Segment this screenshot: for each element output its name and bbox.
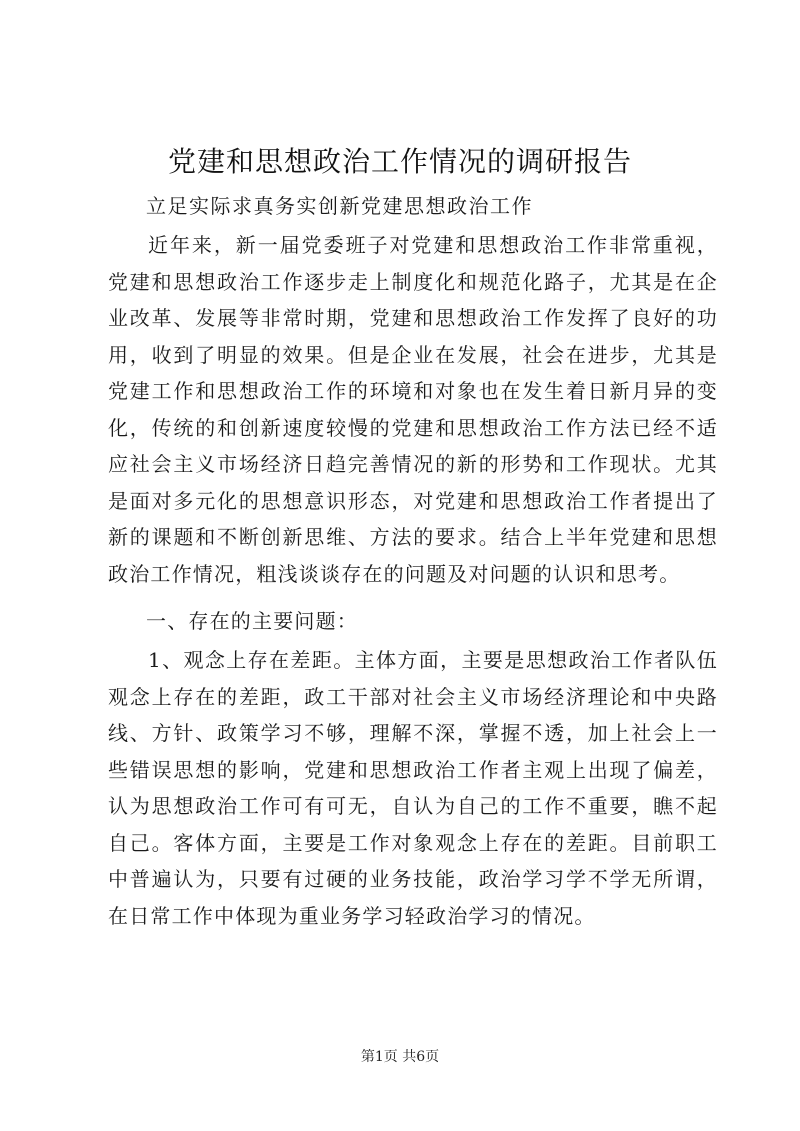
body-paragraph-intro: 近年来，新一届党委班子对党建和思想政治工作非常重视，党建和思想政治工作逐步走上制度化和规范化路子，尤其是在企业改革、发展等非常时期，党建和思想政治工作发挥了良好的功用，收到了明显的效果。但是企业在发展，社会在进步，尤其是党建工作和思想政治工作的环境和对象也在发生着日新月异的变化，传统的和创新速度较慢的党建和思想政治工作方法已经不适应社会主义市场经济日趋完善情况的新的形势和工作现状。尤其是面对多元化的思想意识形态，对党建和思想政治工作者提出了新的课题和不断创新思维、方法的要求。结合上半年党建和思想政治工作情况，粗浅谈谈存在的问题及对问题的认识和思考。	[108, 233, 718, 586]
document-subtitle: 立足实际求真务实创新党建思想政治工作	[146, 194, 533, 218]
body-paragraph-concept-gap: 1、观念上存在差距。主体方面，主要是思想政治工作者队伍观念上存在的差距，政工干部对社会主义市场经济理论和中央路线、方针、政策学习不够，理解不深，掌握不透，加上社会上一些错误思想的影响，党建和思想政治工作者主观上出现了偏差，认为思想政治工作可有可无，自认为自己的工作不重要，瞧不起自己。客体方面，主要是工作对象观念上存在的差距。目前职工中普遍认为，只要有过硬的业务技能，政治学习学不学无所谓，在日常工作中体现为重业务学习轻政治学习的情况。	[108, 648, 718, 928]
page-number-footer: 第1页 共6页	[360, 1049, 440, 1065]
section-heading-problems: 一、存在的主要问题：	[146, 609, 358, 633]
document-title: 党建和思想政治工作情况的调研报告	[167, 145, 632, 178]
